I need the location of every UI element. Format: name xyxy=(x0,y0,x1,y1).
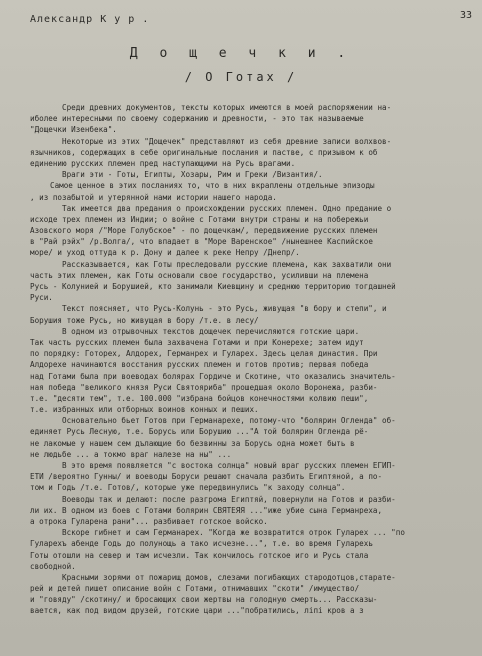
text-line: ная победа "великого князя Руси Святояриба" прошедшая около Воронежа, разби- xyxy=(30,382,378,392)
text-line: над Готами была при воеводах боляpах Гордиче и Скотине, что оказались значитель- xyxy=(30,371,396,381)
text-line: ли их. В одном из боев с Готами боляpин СВЯТЕЯЯ ..."иже убие сына Германреха, xyxy=(30,505,383,515)
text-line: том и Годь /т.е. Готов/, которые уже передвинулись "к заходу солнца". xyxy=(30,483,346,493)
text-line: Азовского моря /"Море Голубское" - по дощечкам/, передвижение русских племен xyxy=(30,226,378,236)
text-line: иболее интересными по своему содержанию и древности, - это так называемые xyxy=(30,114,364,124)
text-line: и "говяду" /скотину/ и бросающих свои жертвы на голодную смерть... Рассказы- xyxy=(30,595,378,605)
text-line: язычников, содержащих в себе оригинальные послания и пастве, с призывом к об xyxy=(30,147,378,157)
text-line: , из позабытой и утерянной нами истории нашего народа. xyxy=(30,192,277,202)
text-line: Самое ценное в этих посланиях то, что в них вкраплены отдельные эпизоды xyxy=(50,181,375,191)
page-number: 33 xyxy=(459,10,472,21)
text-line: В это время появляется "с востока солнца" новый враг русских племен ЕГИП- xyxy=(62,461,396,470)
text-line: единяет Русь Лесную, т.е. Борусь или Борушию ..."А той боляpин Огленда рё- xyxy=(30,427,369,437)
text-line: Так имеется два предания о происхождении русских племен. Одно предание о xyxy=(62,203,392,213)
text-line: часть этих племен, как Готы основали свое государство, усиливши на племена xyxy=(30,270,369,280)
text-line: Враги эти - Готы, Египты, Хозары, Рим и Греки /Византия/. xyxy=(62,170,323,180)
document-subtitle: / О Готах / xyxy=(184,70,298,84)
text-line: Воеводы так и делают: после разгрома Египтяй, повернули на Готов и разби- xyxy=(62,494,396,504)
document-title: Д о щ е ч к и . xyxy=(129,46,353,61)
text-line: т.е. избранных или отборных воинов конных и пеших. xyxy=(30,405,259,415)
text-line: ЕТИ /вероятно Гунны/ и воеводы Боруси решают сначала разбить Египтяной, а по- xyxy=(30,472,383,482)
text-line: рей и детей пишет описание войн с Готами, отнимавших "скоти" /имущество/ xyxy=(30,584,360,594)
text-line: в "Рай рэйх" /р.Волга/, что впадает в "Море Варенское" /нынешнее Каспийское xyxy=(30,237,373,247)
text-line: не лакомые у нашем сем дълающие бо безвинны за Борусь одна может быть в xyxy=(30,438,355,448)
text-line: вается, как под видом друзей, готские цари ..."побратились, ліпі кров а з xyxy=(30,606,364,616)
text-line: Рассказывается, как Готы преследовали русские племена, как захватили они xyxy=(62,259,392,269)
text-line: Руси. xyxy=(30,293,53,303)
text-line: Борушия тоже Русь, но живущая в бору /т.е. в лесу/ xyxy=(30,315,259,325)
text-line: не людьбе ... а токмо враг налезе на ны" ... xyxy=(30,449,232,459)
author-header: Александр К у р . xyxy=(30,14,150,25)
text-line: Готы отошли на север и там исчезли. Так кончилось готское иго и Русь стала xyxy=(30,550,369,560)
text-line: Среди древних документов, тексты которых имеются в моей распоряжении на- xyxy=(62,103,392,112)
text-line: Алдорехе начинаются восстания русских племен и готов против; первая победа xyxy=(30,360,369,370)
text-line: т.е. "десяти тем", т.е. 100.000 "избрана бойцов конечностями колвию пеши", xyxy=(30,393,369,403)
text-line: Вскоре гибнет и сам Германарех. "Когда же возвратится отрок Гуларех ... "по xyxy=(62,528,405,538)
text-line: Гуларехъ абенде Годь до полунощь а тако исчезне...", т.е. во время Гуларехь xyxy=(30,539,373,549)
text-line: Некоторые из этих "Дощечек" представляют из себя древние записи волхвов- xyxy=(62,136,392,146)
text-line: единению русских племен пред наступающими на Русь врагами. xyxy=(30,158,296,168)
text-line: исходе трех племен из Индии; о войне с Готами внутри страны и на побережьи xyxy=(30,214,369,224)
text-line: Русь - Колунией и Борушией, кто занимали Киевщину и среднюю территорию тогдашней xyxy=(30,282,396,291)
text-line: Текст поясняет, что Русь-Колунь - это Русь, живущая "в бору и степи", и xyxy=(62,304,387,314)
text-line: Так часть русских племен была захвачена Готами и при Конерехе; затем идут xyxy=(30,337,364,347)
text-line: свободной. xyxy=(30,561,76,571)
document-body xyxy=(30,102,474,617)
text-line: "Дощечки Изенбека". xyxy=(30,125,117,135)
text-line: а отрока Гуларена рани"... разбивает готское войско. xyxy=(30,516,268,526)
text-line: Основательно бьет Готов при Германарехе, потому-что "боляpин Огленда" об- xyxy=(62,416,396,426)
text-line: В одном из отрывочных текстов дощечек перечисляются готские цари. xyxy=(62,326,360,336)
text-line: Красными зорями от пожарищ домов, слезами погибающих стародотцов,старате- xyxy=(62,572,396,582)
text-line: море/ и уход оттуда к р. Дону и далее к реке Непру /Днепр/. xyxy=(30,248,300,258)
text-line: по порядку: Готорех, Алдорех, Германрех и Гуларех. Здесь целая династия. При xyxy=(30,349,378,359)
